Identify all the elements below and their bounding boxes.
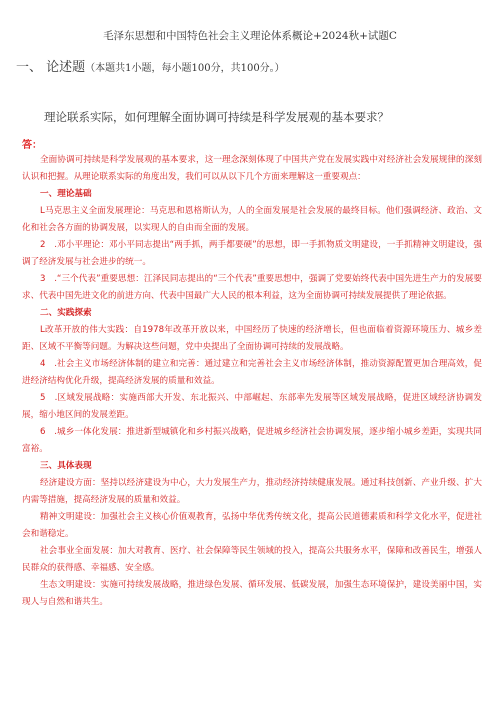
document-title: 毛泽东思想和中国特色社会主义理论体系概论+2024秋+试题C <box>103 30 397 42</box>
section-heading-text: 一、 论述题 <box>16 60 86 75</box>
paragraph-marxism: L马克思主义全面发展理论：马克思和恩格斯认为，人的全面发展是社会发展的最终目标。他们强调经济、政治、文化和社会各方面的协调发展，以实现人的自由而全面的发展。 <box>22 206 482 233</box>
subheading-practice: 二、实践探索 <box>40 308 92 318</box>
paragraph-economy: 经济建设方面：坚持以经济建设为中心，大力发展生产力，推动经济持续健康发展。通过科技创新、产业升级、扩大内需等措施，提高经济发展的质量和效益。 <box>22 478 482 505</box>
paragraph-ecology: 生态文明建设：实施可持续发展战略，推进绿色发展、循环发展、低碳发展，加强生态环境保护，建设美丽中国，实现人与自然和谐共生。 <box>22 580 482 607</box>
paragraph-social: 社会事业全面发展：加大对教育、医疗、社会保障等民生领域的投入，提高公共服务水平，保障和改善民生，增强人民群众的获得感、幸福感、安全感。 <box>22 546 482 573</box>
answer-body <box>22 152 482 611</box>
section-note: （本题共1小题，每小题100分，共100分。） <box>85 63 285 74</box>
paragraph-market-economy: 4 .社会主义市场经济体制的建立和完善：通过建立和完善社会主义市场经济体制，推动资源配置更加合理高效，促进经济结构优化升级，提高经济发展的质量和效益。 <box>22 359 482 386</box>
intro-paragraph: 全面协调可持续是科学发展观的基本要求，这一理念深刻体现了中国共产党在发展实践中对经济社会发展规律的深刻认识和把握。从理论联系实际的角度出发，我们可以从以下几个方面来理解这一重要观点： <box>22 155 482 182</box>
question-text: 理论联系实际，如何理解全面协调可持续是科学发展观的基本要求？ <box>44 110 389 124</box>
answer-label: 答： <box>22 140 42 151</box>
paragraph-urban-rural: 6 .城乡一体化发展：推进新型城镇化和乡村振兴战略，促进城乡经济社会协调发展，逐步缩小城乡差距，实现共同富裕。 <box>22 427 482 454</box>
paragraph-deng: 2 .邓小平理论：邓小平同志提出“两手抓，两手都要硬”的思想，即一手抓物质文明建设，一手抓精神文明建设，强调了经济发展与社会进步的统一。 <box>22 240 482 267</box>
section-heading <box>16 56 285 75</box>
paragraph-spiritual: 精神文明建设：加强社会主义核心价值观教育，弘扬中华优秀传统文化，提高公民道德素质和科学文化水平，促进社会和谐稳定。 <box>22 512 482 539</box>
paragraph-regional: 5 .区域发展战略：实施西部大开发、东北振兴、中部崛起、东部率先发展等区域发展战略，促进区域经济协调发展，缩小地区间的发展差距。 <box>22 393 482 420</box>
subheading-theory: 一、理论基础 <box>40 189 92 199</box>
paragraph-reform: L改革开放的伟大实践：自1978年改革开放以来，中国经历了快速的经济增长，但也面临着资源环境压力、城乡差距、区域不平衡等问题。为解决这些问题，党中央提出了全面协调可持续的发展战略。 <box>22 325 482 352</box>
subheading-manifestation: 三、具体表现 <box>40 461 92 471</box>
paragraph-three-represents: 3 .“三个代表”重要思想：江泽民同志提出的“三个代表”重要思想中，强调了党要始终代表中国先进生产力的发展要求、代表中国先进文化的前进方向、代表中国最广大人民的根本利益，这为全面协调可持续发展提供了理论依据。 <box>22 274 482 301</box>
